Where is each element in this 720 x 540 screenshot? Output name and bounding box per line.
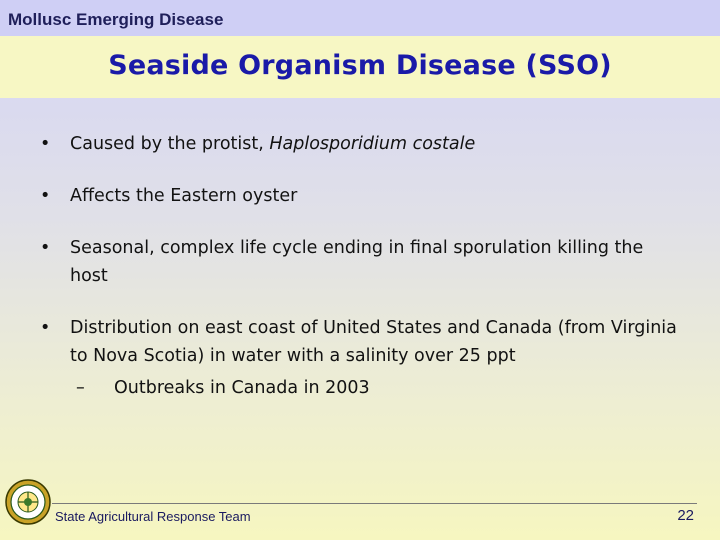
bullet-list	[40, 130, 680, 402]
bullet-text: Seasonal, complex life cycle ending in final sporulation killing the host	[70, 238, 644, 286]
footer-org: State Agricultural Response Team	[55, 509, 251, 524]
title-band	[0, 36, 720, 98]
bullet-item	[40, 182, 680, 210]
species-name: Haplosporidium costale	[269, 134, 476, 154]
footer-divider	[52, 503, 697, 504]
sub-bullet-text: Outbreaks in Canada in 2003	[114, 378, 370, 398]
bullet-item	[40, 234, 680, 290]
bullet-icon: •	[40, 238, 51, 258]
bullet-text: Affects the Eastern oyster	[70, 186, 298, 206]
sub-bullet-item	[40, 374, 680, 402]
dash-icon: –	[76, 378, 85, 398]
page-number: 22	[677, 507, 694, 524]
bullet-text: Distribution on east coast of United States and Canada (from Virginia to Nova Scotia) in water with a salinity over 25 ppt	[70, 318, 677, 366]
bullet-item	[40, 314, 680, 370]
top-header-bar	[0, 0, 720, 36]
bullet-text: Caused by the protist,	[70, 134, 270, 154]
bullet-icon: •	[40, 134, 51, 154]
bullet-icon: •	[40, 186, 51, 206]
seal-logo-icon	[4, 478, 52, 526]
bullet-icon: •	[40, 318, 51, 338]
slide-title: Seaside Organism Disease (SSO)	[108, 50, 612, 81]
bullet-item	[40, 130, 680, 158]
header-label: Mollusc Emerging Disease	[8, 10, 224, 29]
